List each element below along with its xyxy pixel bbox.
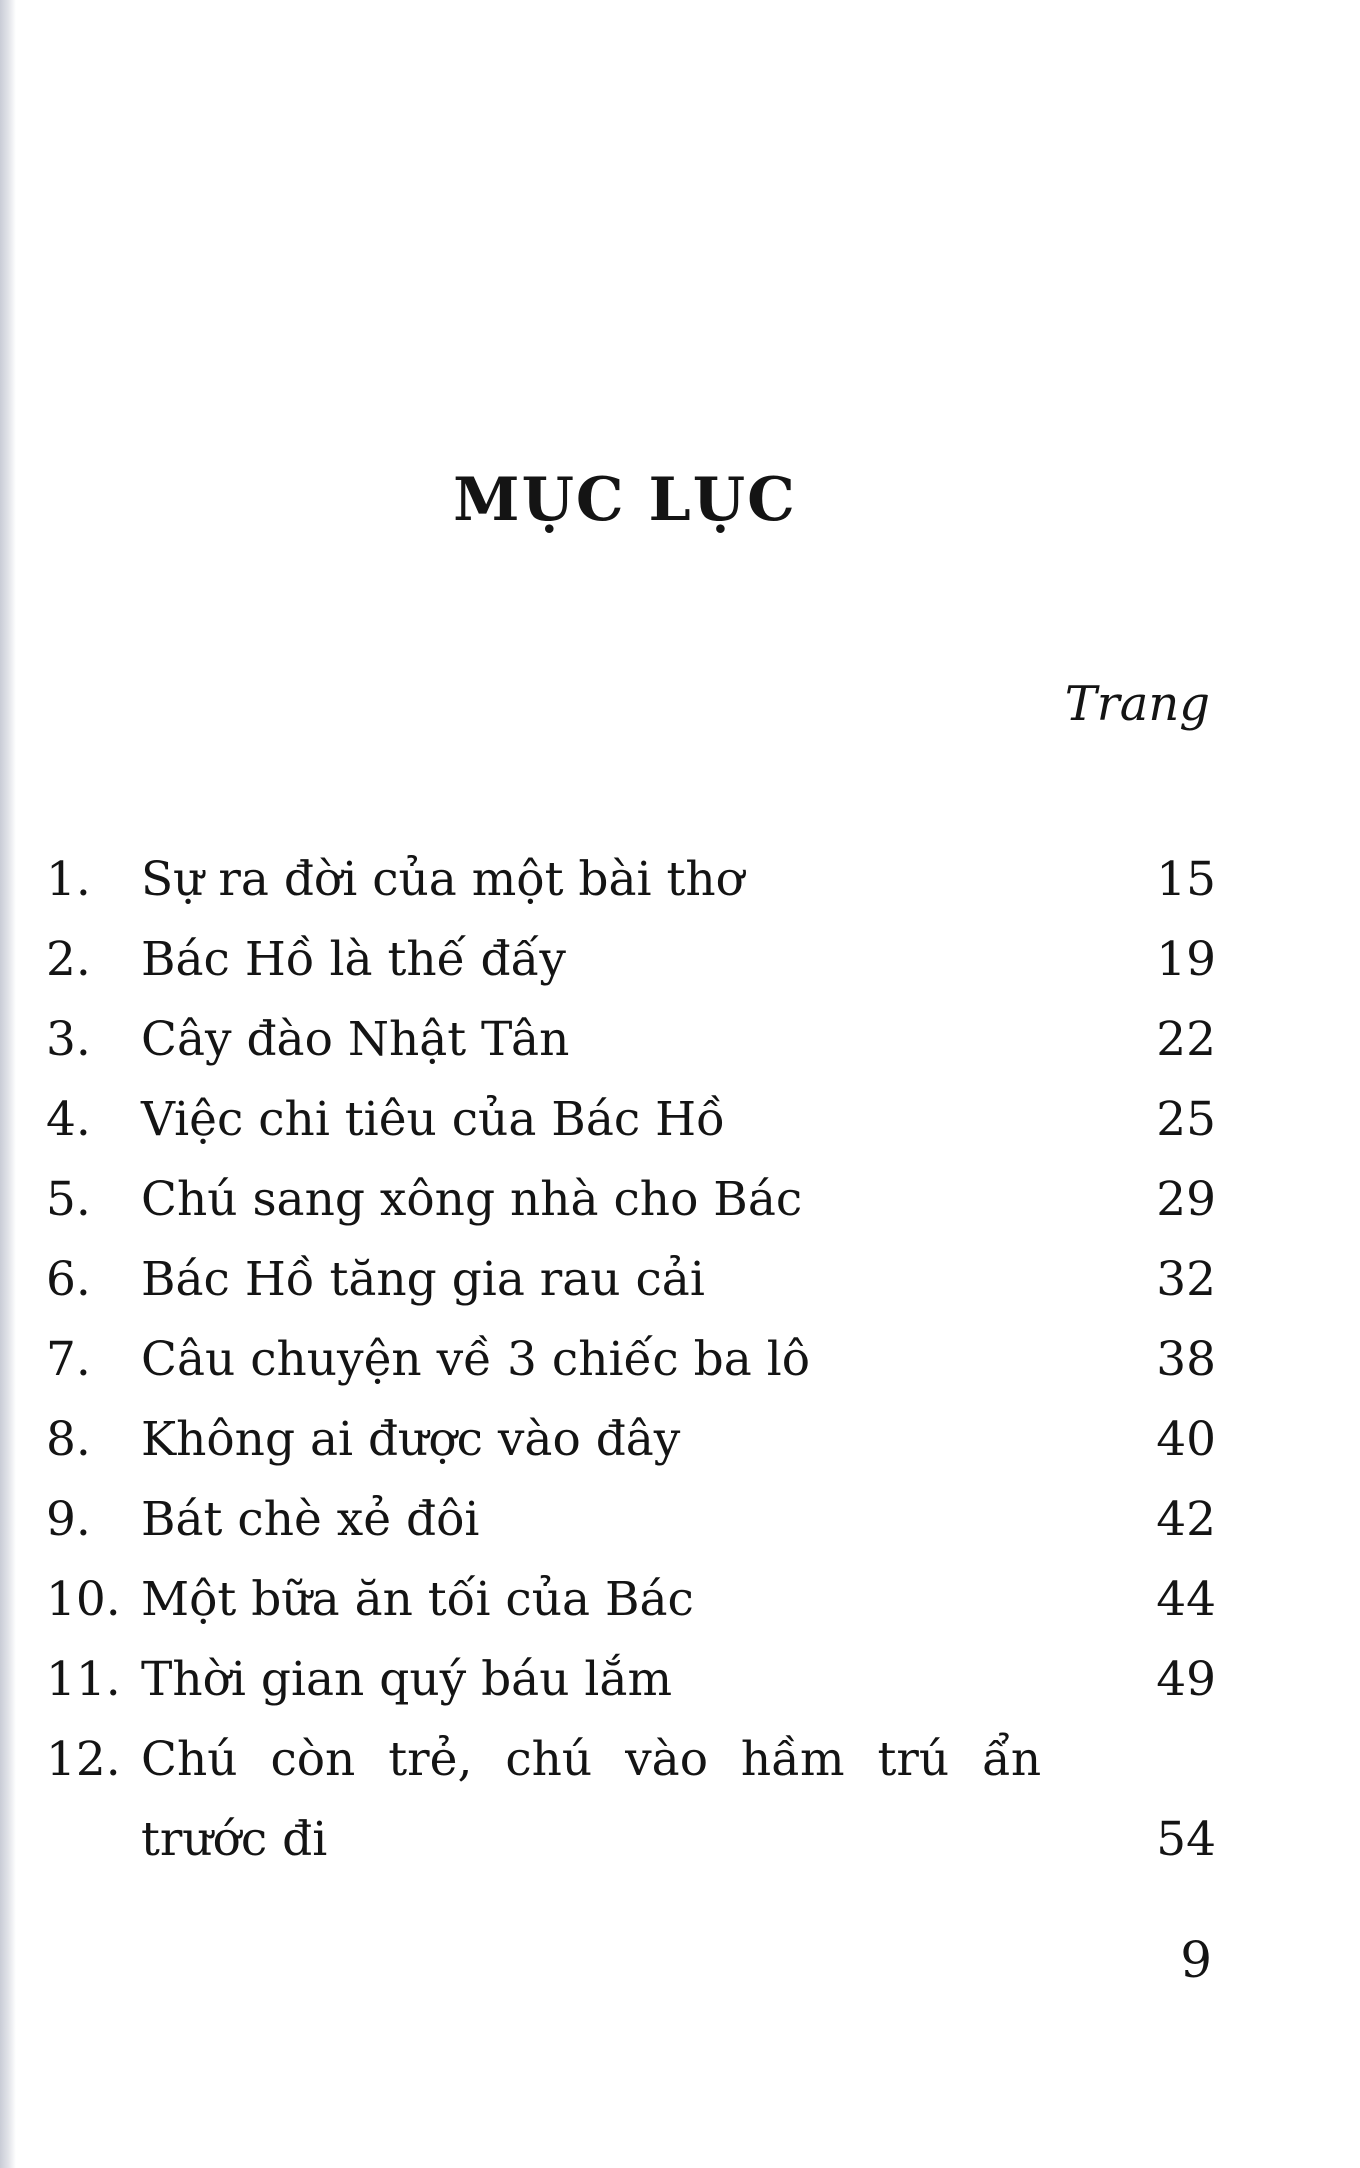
toc-entry-page: 15 bbox=[1156, 852, 1216, 907]
toc-entry-page: 19 bbox=[1156, 932, 1216, 987]
toc-entry bbox=[46, 840, 1216, 920]
toc-entry-title: Không ai được vào đây bbox=[141, 1412, 681, 1467]
toc-entry-number: 3. bbox=[46, 1012, 91, 1067]
toc-entry bbox=[46, 920, 1216, 1000]
toc-entry-title-line: trước đi bbox=[141, 1812, 328, 1867]
toc-title: MỤC LỤC bbox=[453, 465, 797, 535]
toc-entry-number: 11. bbox=[46, 1652, 121, 1707]
toc-entry-page: 32 bbox=[1156, 1252, 1216, 1307]
toc-entry bbox=[46, 1640, 1216, 1720]
page-column-header: Trang bbox=[1064, 676, 1210, 732]
toc-entry-number: 2. bbox=[46, 932, 91, 987]
toc-entry bbox=[46, 1560, 1216, 1640]
toc-entry-number: 4. bbox=[46, 1092, 91, 1147]
toc-entry-title: Thời gian quý báu lắm bbox=[141, 1652, 673, 1707]
toc-entry-title-line: Chú còn trẻ, chú vào hầm trú ẩn bbox=[141, 1732, 1042, 1787]
table-of-contents bbox=[46, 840, 1216, 1880]
toc-entry-title: Bác Hồ là thế đấy bbox=[141, 932, 566, 987]
toc-entry bbox=[46, 1480, 1216, 1560]
toc-entry-number: 7. bbox=[46, 1332, 91, 1387]
toc-entry-number: 5. bbox=[46, 1172, 91, 1227]
toc-entry-number: 10. bbox=[46, 1572, 121, 1627]
toc-entry-number: 9. bbox=[46, 1492, 91, 1547]
toc-entry-title: Bát chè xẻ đôi bbox=[141, 1492, 480, 1547]
toc-entry-title bbox=[141, 1720, 1101, 1880]
page-number: 9 bbox=[1180, 1931, 1212, 1989]
toc-entry bbox=[46, 1240, 1216, 1320]
toc-entry-page: 38 bbox=[1156, 1332, 1216, 1387]
toc-entry-number: 6. bbox=[46, 1252, 91, 1307]
toc-entry-title: Câu chuyện về 3 chiếc ba lô bbox=[141, 1332, 811, 1387]
toc-entry-number: 1. bbox=[46, 852, 91, 907]
toc-entry-page: 29 bbox=[1156, 1172, 1216, 1227]
toc-entry-page: 49 bbox=[1156, 1652, 1216, 1707]
book-spine-shadow bbox=[0, 0, 16, 2168]
toc-entry-page: 44 bbox=[1156, 1572, 1216, 1627]
toc-entry-page: 54 bbox=[1156, 1812, 1216, 1867]
toc-entry-title: Việc chi tiêu của Bác Hồ bbox=[141, 1092, 725, 1147]
toc-entry bbox=[46, 1720, 1216, 1880]
toc-entry-title: Bác Hồ tăng gia rau cải bbox=[141, 1252, 705, 1307]
toc-entry bbox=[46, 1080, 1216, 1160]
toc-entry-title: Sự ra đời của một bài thơ bbox=[141, 852, 744, 907]
toc-entry bbox=[46, 1320, 1216, 1400]
toc-entry-number: 12. bbox=[46, 1732, 121, 1787]
toc-entry bbox=[46, 1160, 1216, 1240]
toc-entry-page: 25 bbox=[1156, 1092, 1216, 1147]
toc-entry-page: 40 bbox=[1156, 1412, 1216, 1467]
toc-entry-title: Một bữa ăn tối của Bác bbox=[141, 1572, 694, 1627]
toc-entry-title: Chú sang xông nhà cho Bác bbox=[141, 1172, 803, 1227]
toc-entry bbox=[46, 1400, 1216, 1480]
toc-entry-page: 42 bbox=[1156, 1492, 1216, 1547]
toc-entry-page: 22 bbox=[1156, 1012, 1216, 1067]
toc-entry-title: Cây đào Nhật Tân bbox=[141, 1012, 570, 1067]
toc-entry-number: 8. bbox=[46, 1412, 91, 1467]
toc-entry bbox=[46, 1000, 1216, 1080]
